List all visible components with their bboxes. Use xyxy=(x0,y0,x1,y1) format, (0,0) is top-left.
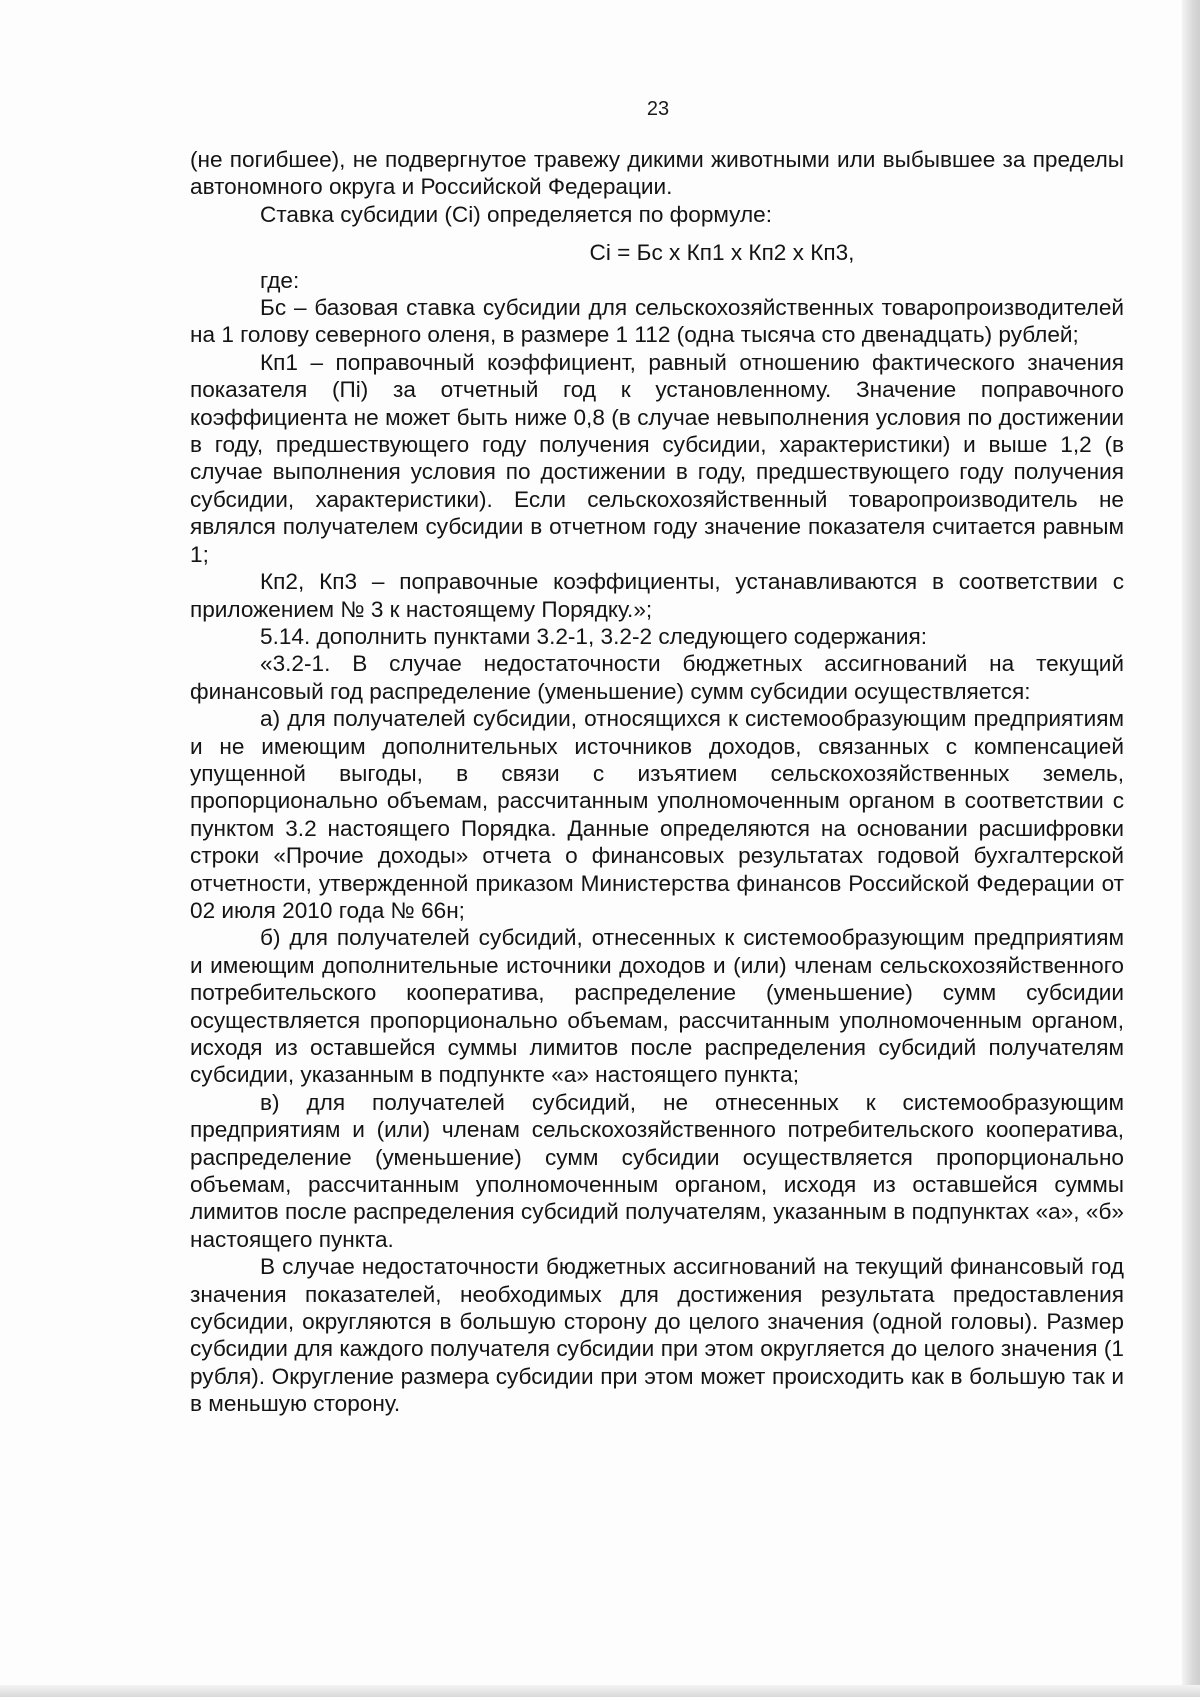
page-number: 23 xyxy=(646,98,670,120)
formula: Ci = Бс x Кп1 x Кп2 x Кп3, xyxy=(589,240,855,266)
paragraph-continuation: (не погибшее), не подвергнутое травежу дикими животными или выбывшее за пределы автономного округа и Российской Федерации. xyxy=(190,147,1124,200)
paragraph-coefficients-2-3: Кп2, Кп3 – поправочные коэффициенты, устанавливаются в соответствии с приложением № 3 к настоящему Порядку.»; xyxy=(190,569,1124,622)
formula-where: где: xyxy=(260,267,300,293)
paragraph-clause-3-2-1: «3.2-1. В случае недостаточности бюджетных ассигнований на текущий финансовый год распределение (уменьшение) сумм субсидии осуществляется: xyxy=(190,651,1124,704)
paragraph-subclause-v: в) для получателей субсидий, не отнесенных к системообразующим предприятиям и (или) членам сельскохозяйственного потребительского кооператива, распределение (уменьшение) сумм субсидии осуществляется пропорционально объемам, рассчитанным уполномоченным органом, исходя из оставшейся суммы лимитов после распределения субсидий получателям, указанным в подпунктах «а», «б» настоящего пункта. xyxy=(190,1089,1124,1252)
paragraph-formula-intro: Ставка субсидии (Ci) определяется по формуле: xyxy=(260,201,772,227)
document-body xyxy=(190,146,1124,1418)
paragraph-subclause-a: а) для получателей субсидии, относящихся к системообразующим предприятиям и не имеющим дополнительных источников доходов, связанных с компенсацией упущенной выгоды, в связи с изъятием сельскохозяйственных земель, пропорционально объемам, рассчитанным уполномоченным органом в соответствии с пунктом 3.2 настоящего Порядка. Данные определяются на основании расшифровки строки «Прочие доходы» отчета о финансовых результатах годовой бухгалтерской отчетности, утвержденной приказом Министерства финансов Российской Федерации от 02 июля 2010 года № 66н; xyxy=(190,706,1124,923)
paragraph-base-rate: Бс – базовая ставка субсидии для сельскохозяйственных товаропроизводителей на 1 голову северного оленя, в размере 1 112 (одна тысяча сто двенадцать) рублей; xyxy=(190,295,1124,348)
scan-bottom-shadow xyxy=(0,1685,1200,1697)
scan-edge-shadow xyxy=(1182,0,1200,1697)
paragraph-subclause-b: б) для получателей субсидий, отнесенных к системообразующим предприятиям и имеющим дополнительные источники доходов и (или) членам сельскохозяйственного потребительского кооператива, распределение (уменьшение) сумм субсидии осуществляется пропорционально объемам, рассчитанным уполномоченным органом, исходя из оставшейся суммы лимитов после распределения субсидий получателям субсидии, указанным в подпункте «а» настоящего пункта; xyxy=(190,925,1124,1088)
paragraph-amendment: 5.14. дополнить пунктами 3.2-1, 3.2-2 следующего содержания: xyxy=(260,623,928,649)
paragraph-coefficient-1: Кп1 – поправочный коэффициент, равный отношению фактического значения показателя (Пi) за отчетный год к установленному. Значение поправочного коэффициента не может быть ниже 0,8 (в случае невыполнения условия по достижении в году, предшествующего году получения субсидии, характеристики) и выше 1,2 (в случае выполнения условия по достижении в году, предшествующего году получения субсидии, характеристики). Если сельскохозяйственный товаропроизводитель не являлся получателем субсидии в отчетном году значение показателя считается равным 1; xyxy=(190,349,1124,567)
paragraph-rounding: В случае недостаточности бюджетных ассигнований на текущий финансовый год значения показателей, необходимых для достижения результата предоставления субсидии, округляются в большую сторону до целого значения (одной головы). Размер субсидии для каждого получателя субсидии при этом округляется до целого значения (1 рубля). Округление размера субсидии при этом может происходить как в большую так и в меньшую сторону. xyxy=(190,1254,1124,1417)
